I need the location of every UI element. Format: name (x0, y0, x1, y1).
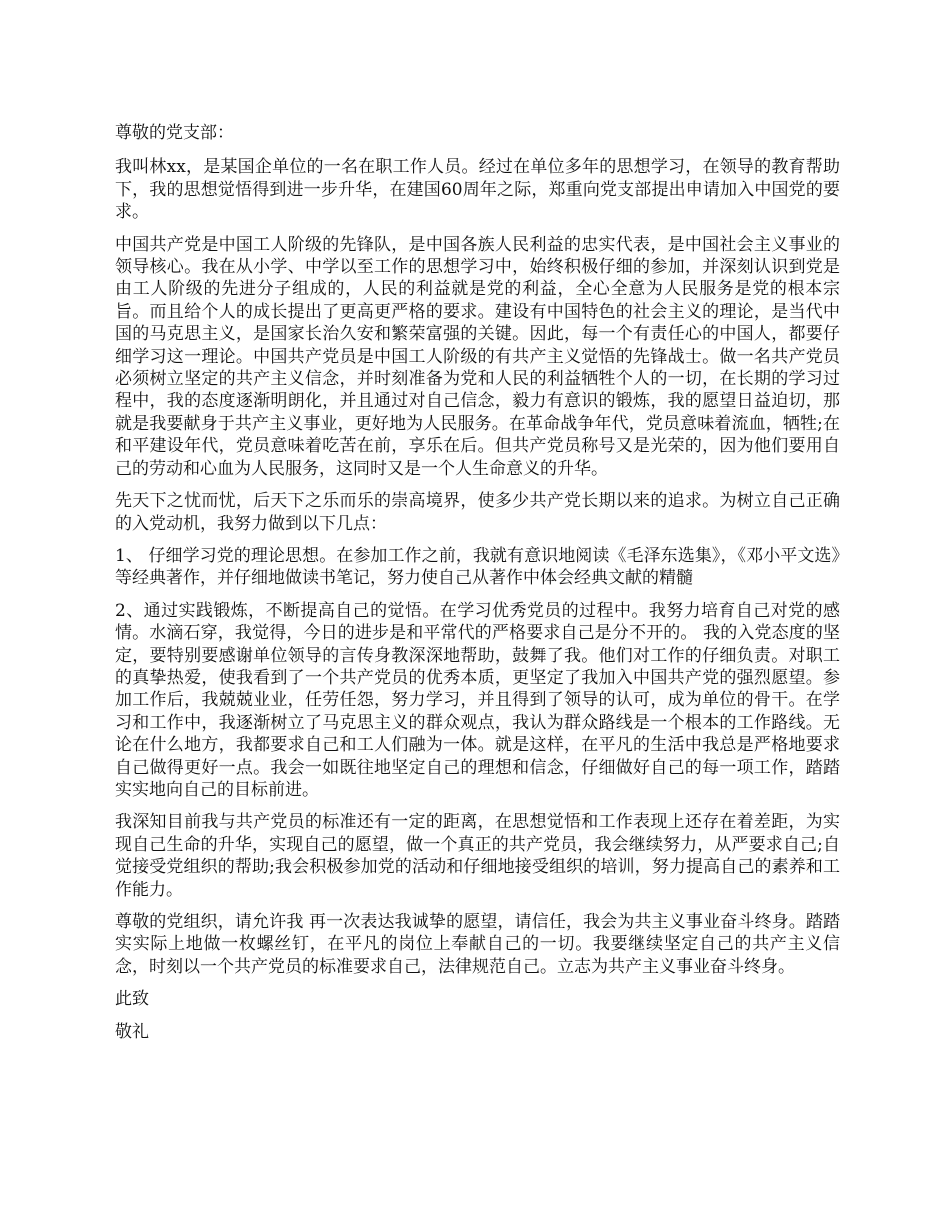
paragraph-point-1: 1、 仔细学习党的理论思想。在参加工作之前，我就有意识地阅读《毛泽东选集》，《邓小平文选》等经典著作，并仔细地做读书笔记，努力使自己从著作中体会经典文献的精髓 (115, 545, 840, 589)
closing-ci-zhi: 此致 (115, 989, 149, 1010)
paragraph-motivation: 先天下之忧而忧，后天下之乐而乐的崇高境界，使多少共产党长期以来的追求。为树立自己正确的入党动机，我努力做到以下几点： (115, 491, 840, 534)
closing-jing-li: 敬礼 (115, 1021, 149, 1042)
letter-page (115, 122, 840, 1053)
salutation: 尊敬的党支部： (115, 123, 234, 143)
paragraph-self-assessment: 我深知目前我与共产党员的标准还有一定的距离，在思想觉悟和工作表现上还存在着差距，为实现自己生命的升华，实现自己的愿望，做一个真正的共产党员，我会继续努力，从严要求自己;自觉接受党组织的帮助;我会积极参加党的活动和仔细地接受组织的培训，努力提高自己的素养和工作能力。 (115, 812, 840, 900)
paragraph-point-2: 2、通过实践锻炼，不断提高自己的觉悟。在学习优秀党员的过程中。我努力培育自己对党的感情。水滴石穿，我觉得，今日的进步是和平常代的严格要求自己是分不开的。 我的入党态度的坚定，要特别要感谢单位领导的言传身教深深地帮助，鼓舞了我。他们对工作的仔细负责。对职工的真挚热爱，使我看到了一个共产党员的优秀本质，更坚定了我加入中国共产党的强烈愿望。参加工作后，我兢兢业业，任劳任怨，努力学习，并且得到了领导的认可，成为单位的骨干。在学习和工作中，我逐渐树立了马克思主义的群众观点，我认为群众路线是一个根本的工作路线。无论在什么地方，我都要求自己和工人们融为一体。就是这样，在平凡的生活中我总是严格地要求自己做得更好一点。我会一如既往地坚定自己的理想和信念，仔细做好自己的每一项工作，踏踏实实地向自己的目标前进。 (115, 600, 840, 800)
paragraph-request: 尊敬的党组织，请允许我 再一次表达我诚挚的愿望，请信任，我会为共主义事业奋斗终身。踏踏实实际上地做一枚螺丝钉，在平凡的岗位上奉献自己的一切。我要继续坚定自己的共产主义信念，时刻以一个共产党员的标准要求自己，法律规范自己。立志为共产主义事业奋斗终身。 (115, 912, 840, 977)
paragraph-intro: 我叫林xx，是某国企单位的一名在职工作人员。经过在单位多年的思想学习，在领导的教育帮助下，我的思想觉悟得到进一步升华，在建国60周年之际，郑重向党支部提出申请加入中国党的要求。 (115, 157, 840, 223)
paragraph-party-understanding: 中国共产党是中国工人阶级的先锋队，是中国各族人民利益的忠实代表，是中国社会主义事业的领导核心。我在从小学、中学以至工作的思想学习中，始终积极仔细的参加，并深刻认识到党是由工人阶级的先进分子组成的，人民的利益就是党的利益，全心全意为人民服务是党的根本宗旨。而且给个人的成长提出了更高更严格的要求。建设有中国特色的社会主义的理论，是当代中国的马克思主义，是国家长治久安和繁荣富强的关键。因此，每一个有责任心的中国人，都要仔细学习这一理论。中国共产党员是中国工人阶级的有共产主义觉悟的先锋战士。做一名共产党员必须树立坚定的共产主义信念，并时刻准备为党和人民的利益牺牲个人的一切，在长期的学习过程中，我的态度逐渐明朗化，并且通过对自己信念，毅力有意识的锻炼，我的愿望日益迫切，那就是我要献身于共产主义事业，更好地为人民服务。在革命战争年代，党员意味着流血，牺牲;在和平建设年代，党员意味着吃苦在前，享乐在后。但共产党员称号又是光荣的，因为他们要用自己的劳动和心血为人民服务，这同时又是一个人生命意义的升华。 (115, 234, 840, 479)
